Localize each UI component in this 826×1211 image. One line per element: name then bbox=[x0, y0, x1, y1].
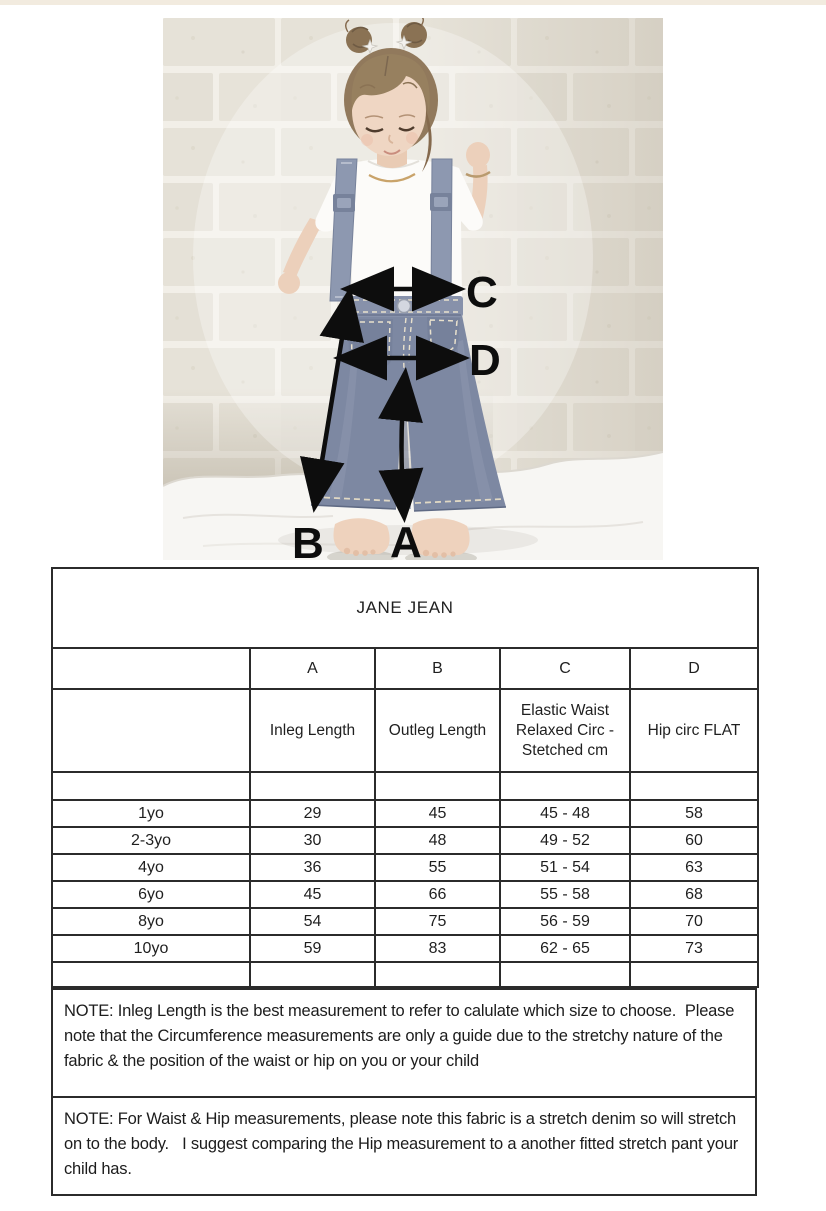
value-cell-a: 36 bbox=[250, 854, 375, 881]
column-header-d: D bbox=[630, 648, 758, 689]
value-cell-a: 30 bbox=[250, 827, 375, 854]
value-cell-b: 55 bbox=[375, 854, 500, 881]
column-description-b: Outleg Length bbox=[375, 689, 500, 772]
table-row bbox=[52, 827, 758, 854]
column-header-c: C bbox=[500, 648, 630, 689]
value-cell-a: 29 bbox=[250, 800, 375, 827]
note-stretch-fabric: NOTE: For Waist & Hip measurements, please note this fabric is a stretch denim so will stretch on to the body. I suggest comparing the Hip measurement to a another fitted stretch pant your child has. bbox=[51, 1096, 757, 1196]
arrow-label-d: D bbox=[469, 336, 501, 385]
note-sizing-guidance: NOTE: Inleg Length is the best measurement to refer to calulate which size to choose. Please note that the Circumference measurements are only a guide due to the stretchy nature of the fabric & the position of the waist or hip on you or your child bbox=[51, 988, 757, 1098]
value-cell-d: 70 bbox=[630, 908, 758, 935]
value-cell-d: 58 bbox=[630, 800, 758, 827]
size-cell: 1yo bbox=[52, 800, 250, 827]
spacer-row bbox=[52, 772, 758, 800]
size-cell: 10yo bbox=[52, 935, 250, 962]
arrow-label-a: A bbox=[390, 518, 422, 560]
table-row bbox=[52, 854, 758, 881]
page-top-strip bbox=[0, 0, 826, 5]
column-header-b: B bbox=[375, 648, 500, 689]
value-cell-d: 68 bbox=[630, 881, 758, 908]
table-row bbox=[52, 800, 758, 827]
arrow-label-b: B bbox=[292, 519, 324, 560]
table-row bbox=[52, 935, 758, 962]
arrow-label-c: C bbox=[466, 268, 498, 317]
size-column-description bbox=[52, 689, 250, 772]
value-cell-c: 55 - 58 bbox=[500, 881, 630, 908]
size-cell: 6yo bbox=[52, 881, 250, 908]
size-cell: 2-3yo bbox=[52, 827, 250, 854]
value-cell-c: 56 - 59 bbox=[500, 908, 630, 935]
value-cell-b: 48 bbox=[375, 827, 500, 854]
value-cell-b: 66 bbox=[375, 881, 500, 908]
size-table bbox=[51, 567, 759, 988]
size-cell: 8yo bbox=[52, 908, 250, 935]
value-cell-d: 63 bbox=[630, 854, 758, 881]
size-column-header bbox=[52, 648, 250, 689]
column-description-d: Hip circ FLAT bbox=[630, 689, 758, 772]
value-cell-b: 45 bbox=[375, 800, 500, 827]
value-cell-c: 62 - 65 bbox=[500, 935, 630, 962]
column-description-a: Inleg Length bbox=[250, 689, 375, 772]
value-cell-c: 49 - 52 bbox=[500, 827, 630, 854]
value-cell-b: 83 bbox=[375, 935, 500, 962]
value-cell-a: 59 bbox=[250, 935, 375, 962]
value-cell-d: 73 bbox=[630, 935, 758, 962]
table-row bbox=[52, 881, 758, 908]
spacer-row bbox=[52, 962, 758, 987]
value-cell-a: 45 bbox=[250, 881, 375, 908]
column-description-c: Elastic Waist Relaxed Circ - Stetched cm bbox=[500, 689, 630, 772]
table-row bbox=[52, 908, 758, 935]
value-cell-a: 54 bbox=[250, 908, 375, 935]
column-header-a: A bbox=[250, 648, 375, 689]
value-cell-b: 75 bbox=[375, 908, 500, 935]
table-title: JANE JEAN bbox=[52, 568, 758, 648]
value-cell-c: 45 - 48 bbox=[500, 800, 630, 827]
size-cell: 4yo bbox=[52, 854, 250, 881]
value-cell-c: 51 - 54 bbox=[500, 854, 630, 881]
product-photo bbox=[163, 18, 663, 560]
value-cell-d: 60 bbox=[630, 827, 758, 854]
